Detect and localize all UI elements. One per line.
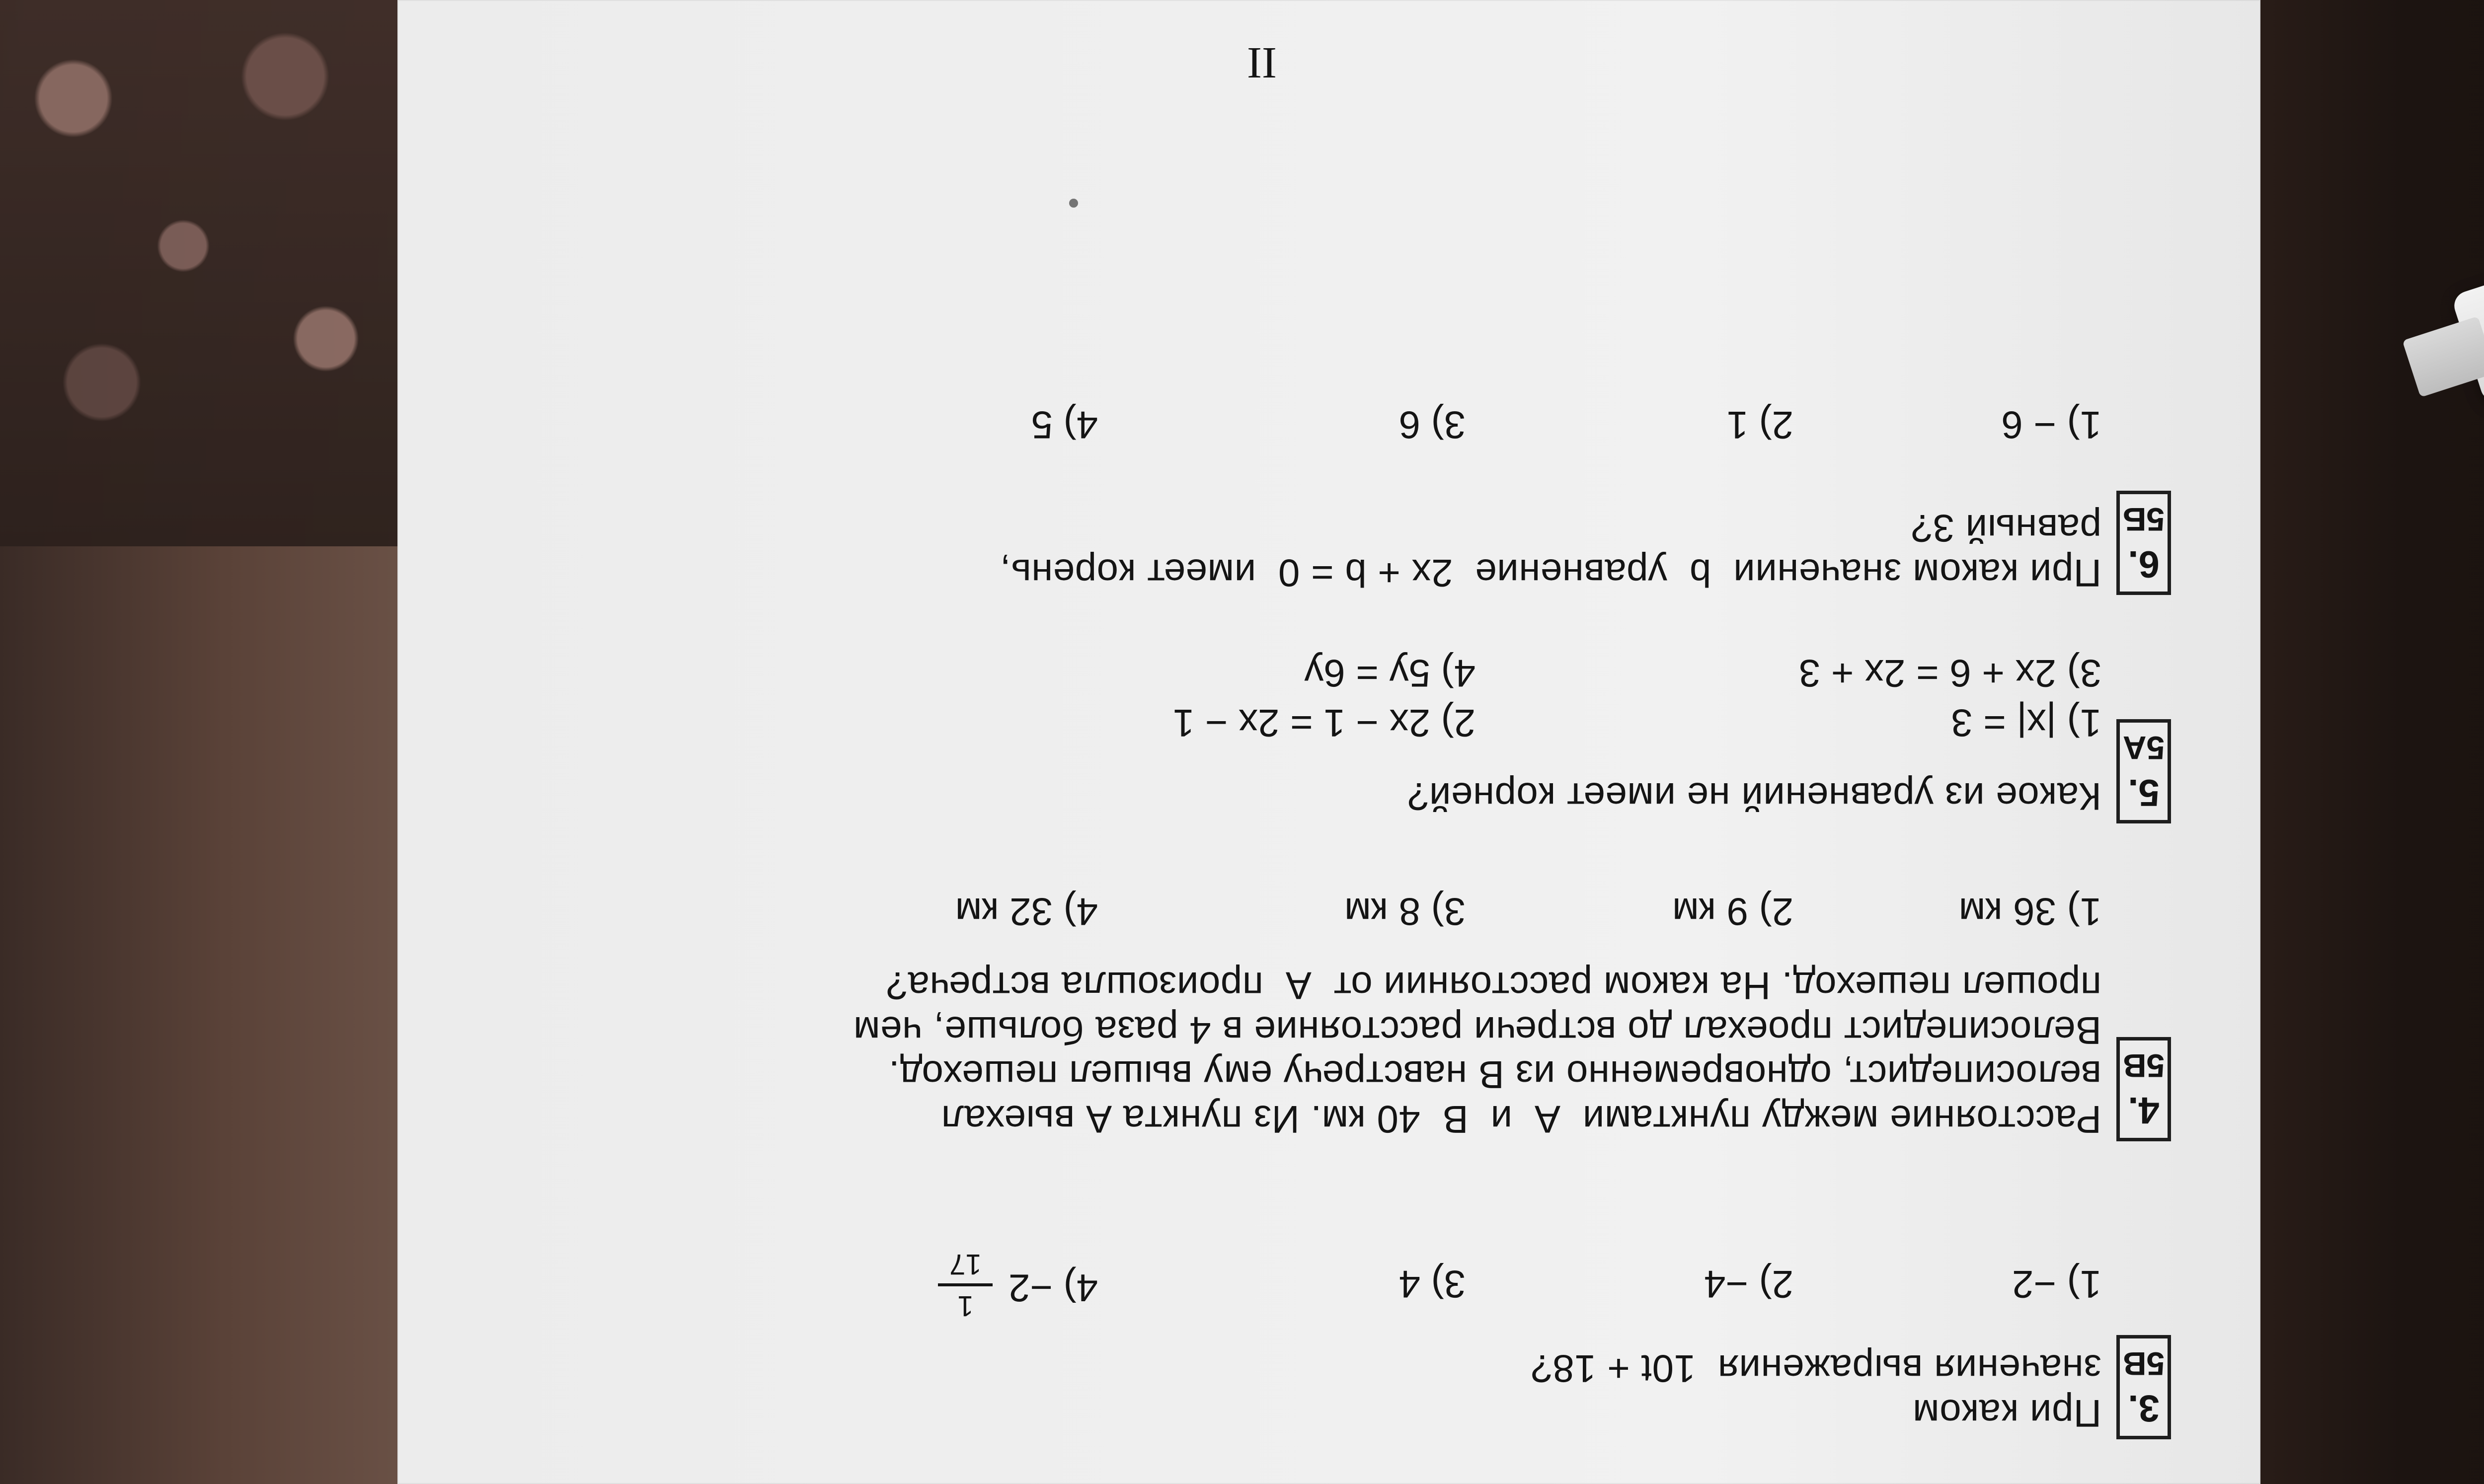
worksheet-content (492, 38, 2171, 1439)
task-number: 3. (2128, 1387, 2160, 1429)
task-text: При каком значении b уравнение 2x + b = 0 имеет корень, равный 3? (1000, 507, 2101, 595)
option-2: 2) −4 (1704, 1262, 1793, 1306)
task-number: 6. (2128, 543, 2160, 585)
page-number: II (1247, 38, 1277, 87)
background-right-dark (2246, 0, 2484, 1484)
option-4-prefix: 4) −2 (1009, 1266, 1098, 1310)
option-3: 3) 2x + 6 = 2x + 3 (1798, 652, 2101, 695)
option-4: 4) 32 км (955, 890, 1098, 934)
option-3: 3) 4 (1398, 1262, 1466, 1306)
task-code: 5В (2122, 1345, 2165, 1382)
task-id-box (2116, 491, 2171, 595)
task-text: При каком значения выражения 10t + 18? (1530, 1347, 2101, 1435)
option-3: 3) 8 км (1344, 890, 1466, 934)
task-number: 5. (2128, 771, 2160, 814)
task-text: Расстояние между пунктами А и В 40 км. Из пункта А выехал велосипедист, одновременно из В навстречу ему вышел пешеход. Велосипедист проехал до встречи расстояние в 4 раза больше, чем прошел пешеход. На каком расстоянии от А произошла встреча? (853, 964, 2101, 1141)
task-5 (532, 615, 2171, 823)
fraction-denominator: 17 (949, 1248, 982, 1280)
fraction-numerator: 1 (957, 1290, 974, 1322)
task-number: 4. (2128, 1089, 2160, 1131)
option-4 (938, 1250, 1098, 1320)
task-code: 5В (2122, 1047, 2165, 1084)
option-2: 2) 9 км (1672, 890, 1793, 934)
option-3: 3) 6 (1398, 403, 1466, 447)
task-options (581, 386, 2171, 446)
task-options (581, 1248, 2171, 1322)
task-3 (532, 1231, 2171, 1439)
option-4: 4) 5y = 6y (1304, 652, 1475, 695)
task-text: Какое из уравнений не имеет корней? (1407, 775, 2101, 818)
task-options (581, 625, 2171, 744)
task-id-box (2116, 1335, 2171, 1439)
option-4: 4) 5 (1031, 403, 1098, 447)
task-options (581, 873, 2171, 933)
fraction-bar (938, 1283, 993, 1286)
task-6 (532, 337, 2171, 595)
option-2: 2) 1 (1726, 403, 1793, 447)
task-code: 5Б (2122, 501, 2165, 538)
task-4 (532, 883, 2171, 1141)
option-1: 1) |x| = 3 (1951, 701, 2101, 745)
option-1: 1) −2 (2012, 1262, 2101, 1306)
option-2: 2) 2x − 1 = 2x − 1 (1172, 701, 1475, 745)
option-1: 1) − 6 (2001, 403, 2101, 447)
paper-mark (1069, 199, 1078, 208)
worksheet-paper (397, 0, 2260, 1484)
task-id-box (2116, 1037, 2171, 1141)
option-4-fraction (938, 1250, 993, 1320)
background-floral-pattern (0, 0, 407, 546)
option-1: 1) 36 км (1958, 890, 2101, 934)
task-code: 5А (2122, 730, 2165, 766)
